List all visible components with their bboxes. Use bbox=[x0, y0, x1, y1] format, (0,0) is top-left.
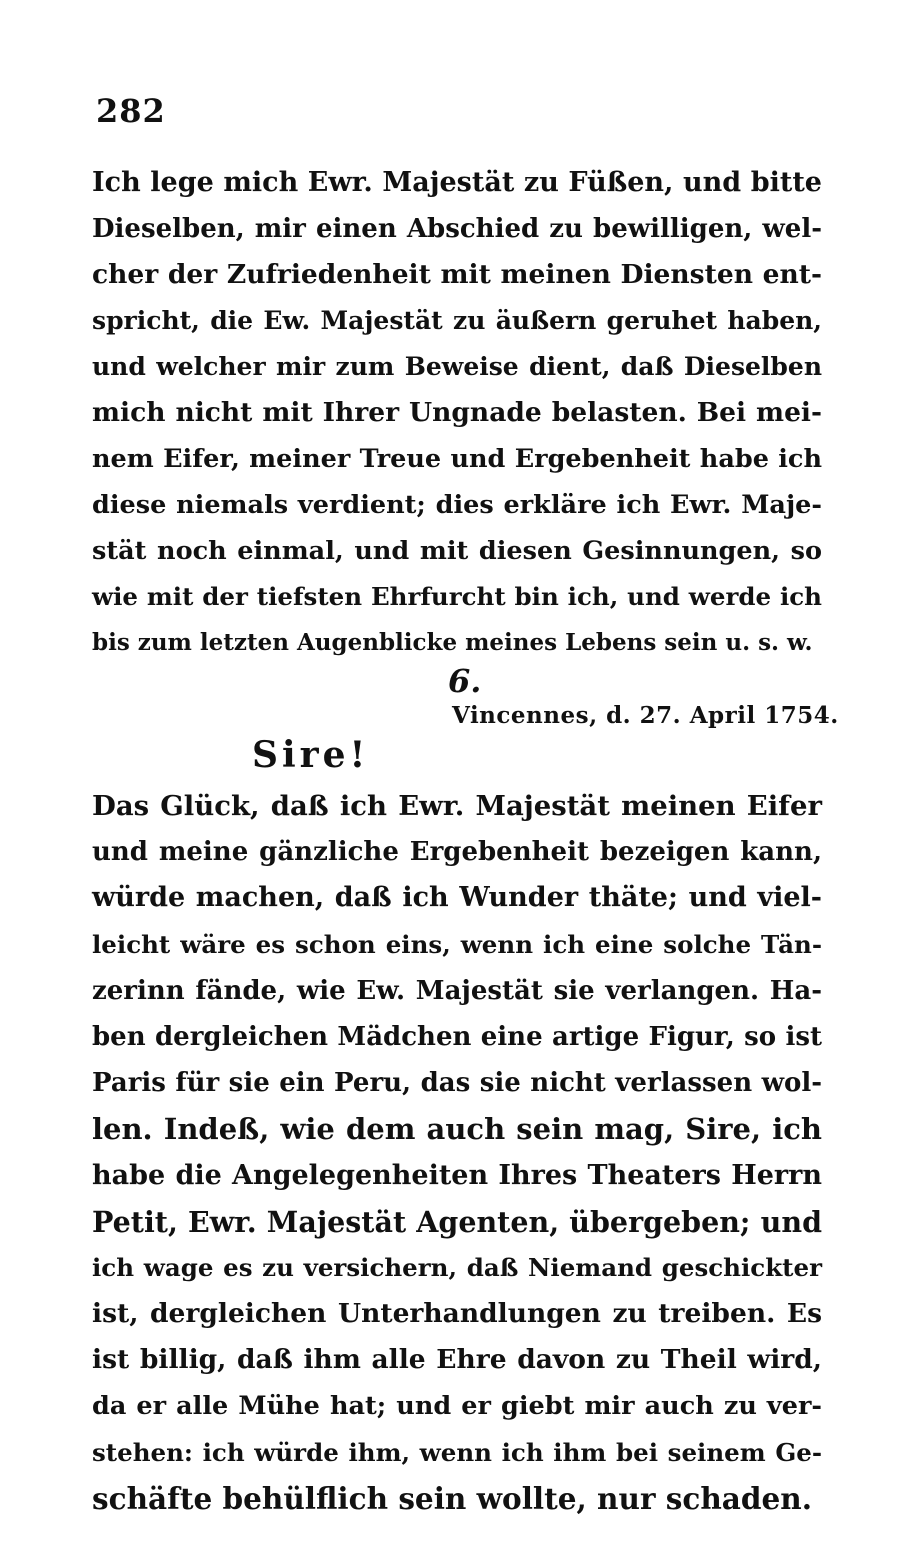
text-line: stät noch einmal, und mit diesen Gesinnungen, so bbox=[92, 536, 822, 566]
text-line: Paris für sie ein Peru, das sie nicht verlassen wol- bbox=[92, 1068, 822, 1099]
letter-dateline: Vincennes, d. 27. April 1754. bbox=[452, 702, 839, 729]
text-line: ist, dergleichen Unterhandlungen zu treiben. Es bbox=[92, 1298, 822, 1330]
text-line: habe die Angelegenheiten Ihres Theaters Herrn bbox=[92, 1159, 822, 1191]
text-line: Dieselben, mir einen Abschied zu bewilligen, wel- bbox=[92, 214, 822, 244]
text-line: nem Eifer, meiner Treue und Ergebenheit habe ich bbox=[92, 444, 822, 474]
text-line: Petit, Ewr. Majestät Agenten, übergeben; und bbox=[92, 1204, 822, 1239]
text-line: diese niemals verdient; dies erkläre ich Ewr. Maje- bbox=[92, 490, 822, 520]
page-number: 282 bbox=[96, 92, 166, 130]
paragraph-letter-body bbox=[92, 783, 822, 1522]
text-line: Das Glück, daß ich Ewr. Majestät meinen Eifer bbox=[92, 790, 822, 822]
text-line: schäfte behülflich sein wollte, nur schaden. bbox=[92, 1480, 812, 1516]
text-line: stehen: ich würde ihm, wenn ich ihm bei seinem Ge- bbox=[92, 1437, 822, 1467]
letter-number: 6. bbox=[448, 662, 482, 700]
text-line: bis zum letzten Augenblicke meines Lebens sein u. s. w. bbox=[92, 629, 813, 656]
text-line: len. Indeß, wie dem auch sein mag, Sire, ich bbox=[92, 1112, 822, 1147]
letter-salutation: Sire! bbox=[252, 734, 370, 776]
text-line: und meine gänzliche Ergebenheit bezeigen kann, bbox=[92, 837, 822, 868]
text-line: mich nicht mit Ihrer Ungnade belasten. Bei mei- bbox=[92, 397, 822, 428]
text-line: wie mit der tiefsten Ehrfurcht bin ich, und werde ich bbox=[92, 582, 822, 611]
paragraph-previous-letter-ending bbox=[92, 160, 822, 666]
text-line: ben dergleichen Mädchen eine artige Figur, so ist bbox=[92, 1021, 822, 1052]
text-line: leicht wäre es schon eins, wenn ich eine solche Tän- bbox=[92, 929, 822, 959]
text-line: cher der Zufriedenheit mit meinen Diensten ent- bbox=[92, 259, 822, 290]
text-line: würde machen, daß ich Wunder thäte; und viel- bbox=[92, 882, 822, 914]
text-line: Ich lege mich Ewr. Majestät zu Füßen, und bitte bbox=[92, 167, 822, 198]
text-line: spricht, die Ew. Majestät zu äußern geruhet haben, bbox=[92, 306, 822, 335]
text-line: zerinn fände, wie Ew. Majestät sie verlangen. Ha- bbox=[92, 975, 822, 1006]
text-line: ist billig, daß ihm alle Ehre davon zu Theil wird, bbox=[92, 1344, 822, 1376]
text-line: da er alle Mühe hat; und er giebt mir auch zu ver- bbox=[92, 1391, 822, 1422]
text-line: und welcher mir zum Beweise dient, daß Dieselben bbox=[92, 352, 822, 381]
text-line: ich wage es zu versichern, daß Niemand geschickter bbox=[92, 1252, 822, 1282]
